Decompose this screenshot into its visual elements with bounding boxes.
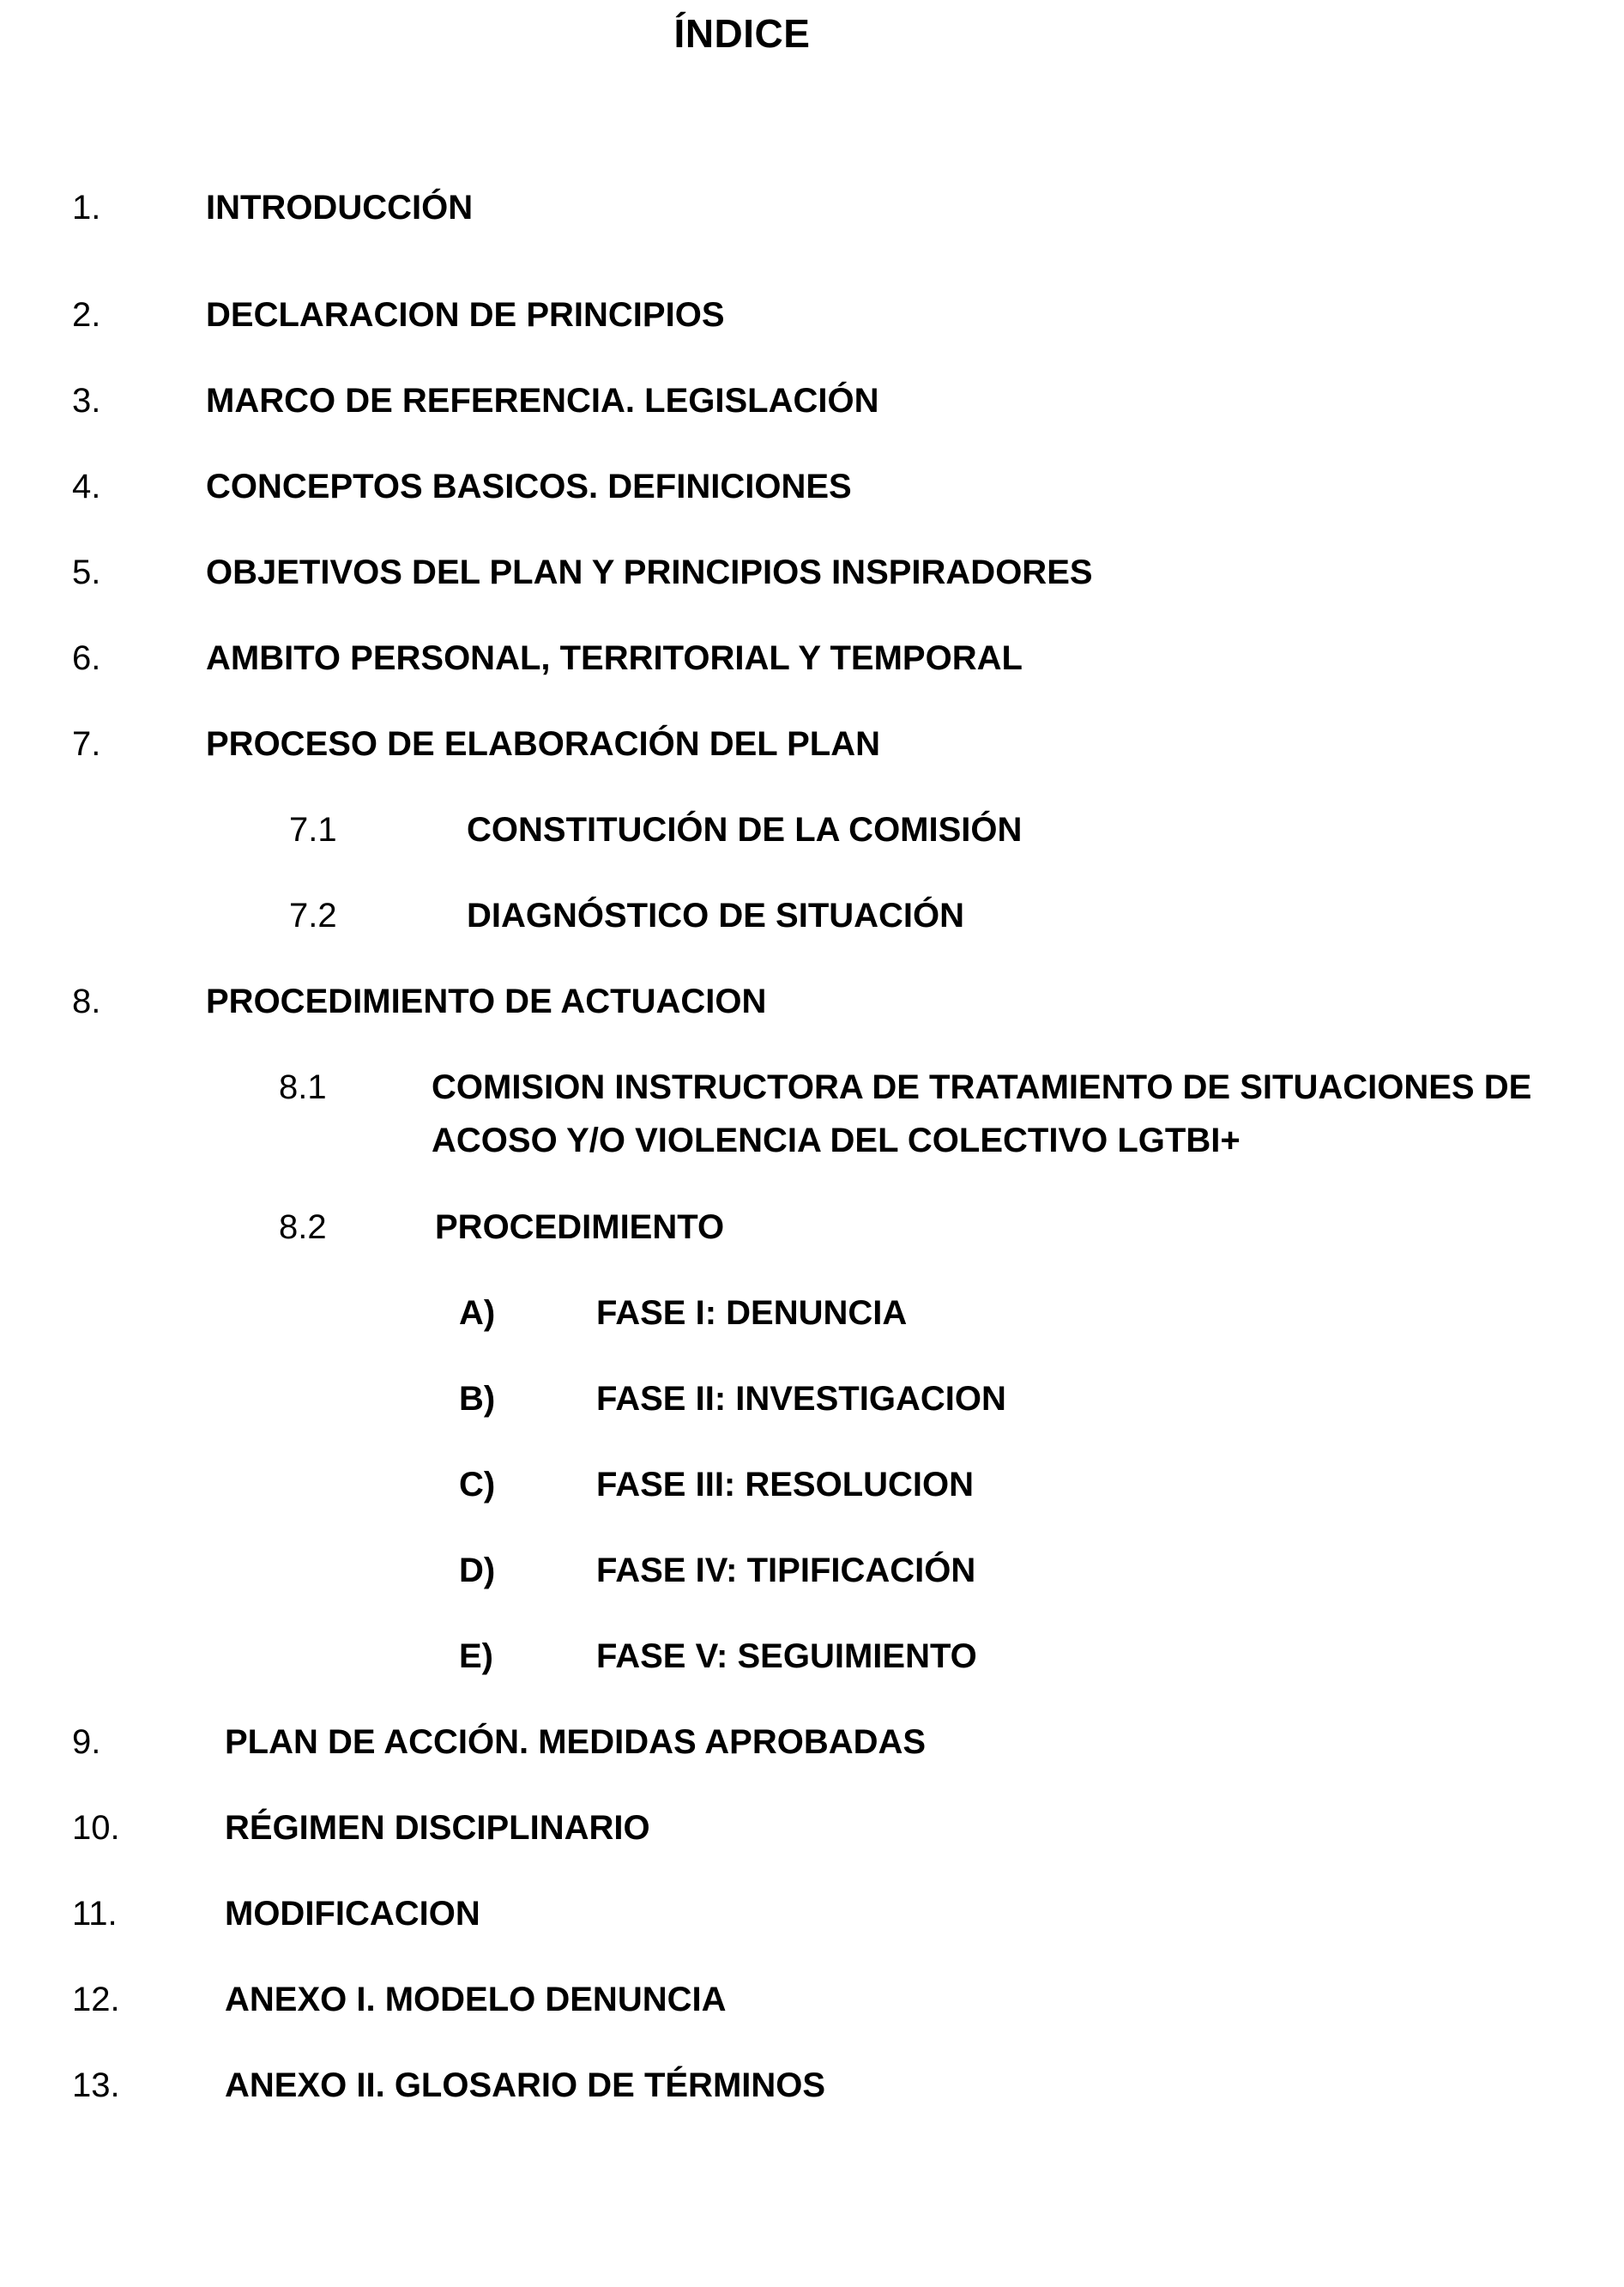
toc-item-label: DIAGNÓSTICO DE SITUACIÓN xyxy=(467,897,965,935)
toc-item-label: DECLARACION DE PRINCIPIOS xyxy=(206,296,725,334)
toc-item-number: 8. xyxy=(72,983,101,1020)
toc-item-label: PLAN DE ACCIÓN. MEDIDAS APROBADAS xyxy=(225,1723,927,1761)
toc-item-label: PROCESO DE ELABORACIÓN DEL PLAN xyxy=(206,725,880,763)
toc-item-label: CONSTITUCIÓN DE LA COMISIÓN xyxy=(467,811,1023,849)
toc-item-number: E) xyxy=(459,1637,493,1675)
toc-item-number: 5. xyxy=(72,554,101,591)
toc-item-label: FASE V: SEGUIMIENTO xyxy=(596,1637,977,1675)
toc-item-number: B) xyxy=(459,1380,496,1418)
toc-item-label: FASE I: DENUNCIA xyxy=(596,1294,908,1332)
toc-item-label-line2: ACOSO Y/O VIOLENCIA DEL COLECTIVO LGTBI+ xyxy=(432,1122,1241,1159)
toc-item-number: 6. xyxy=(72,639,101,677)
toc-item-number: A) xyxy=(459,1294,496,1332)
toc-item-label: PROCEDIMIENTO xyxy=(435,1208,725,1246)
toc-item-number: 8.1 xyxy=(279,1068,327,1106)
toc-item-number: 11. xyxy=(72,1895,118,1933)
toc-item-label: AMBITO PERSONAL, TERRITORIAL Y TEMPORAL xyxy=(206,639,1023,677)
toc-item-label: MARCO DE REFERENCIA. LEGISLACIÓN xyxy=(206,382,879,420)
toc-item-number: 7.1 xyxy=(289,811,337,849)
toc-item-number: 1. xyxy=(72,189,101,227)
page-title: ÍNDICE xyxy=(673,11,811,56)
toc-item-number: 10. xyxy=(72,1809,120,1847)
toc-item-number: 8.2 xyxy=(279,1208,327,1246)
toc-item-label: FASE II: INVESTIGACION xyxy=(596,1380,1006,1418)
toc-item-label-line1: COMISION INSTRUCTORA DE TRATAMIENTO DE SITUACIONES DE xyxy=(432,1068,1532,1106)
toc-item-number: C) xyxy=(459,1466,496,1503)
toc-item-number: 7. xyxy=(72,725,101,763)
toc-item-number: 2. xyxy=(72,296,101,334)
toc-item-number: 4. xyxy=(72,468,101,505)
toc-item-number: 13. xyxy=(72,2066,120,2104)
toc-item-number: 7.2 xyxy=(289,897,337,935)
toc-item-label: PROCEDIMIENTO DE ACTUACION xyxy=(206,983,767,1020)
toc-item-label: INTRODUCCIÓN xyxy=(206,189,474,227)
toc-item-number: 9. xyxy=(72,1723,101,1761)
toc-item-number: D) xyxy=(459,1552,496,1589)
toc-item-label: ANEXO II. GLOSARIO DE TÉRMINOS xyxy=(225,2066,826,2104)
toc-item-label: FASE IV: TIPIFICACIÓN xyxy=(596,1552,976,1589)
toc-item-label: OBJETIVOS DEL PLAN Y PRINCIPIOS INSPIRADORES xyxy=(206,554,1093,591)
toc-item-label: MODIFICACION xyxy=(225,1895,480,1933)
toc-item-label: CONCEPTOS BASICOS. DEFINICIONES xyxy=(206,468,852,505)
toc-item-number: 12. xyxy=(72,1981,120,2018)
toc-item-label: FASE III: RESOLUCION xyxy=(596,1466,975,1503)
toc-item-label: ANEXO I. MODELO DENUNCIA xyxy=(225,1981,727,2018)
toc-item-number: 3. xyxy=(72,382,101,420)
toc-item-label: RÉGIMEN DISCIPLINARIO xyxy=(225,1809,650,1847)
